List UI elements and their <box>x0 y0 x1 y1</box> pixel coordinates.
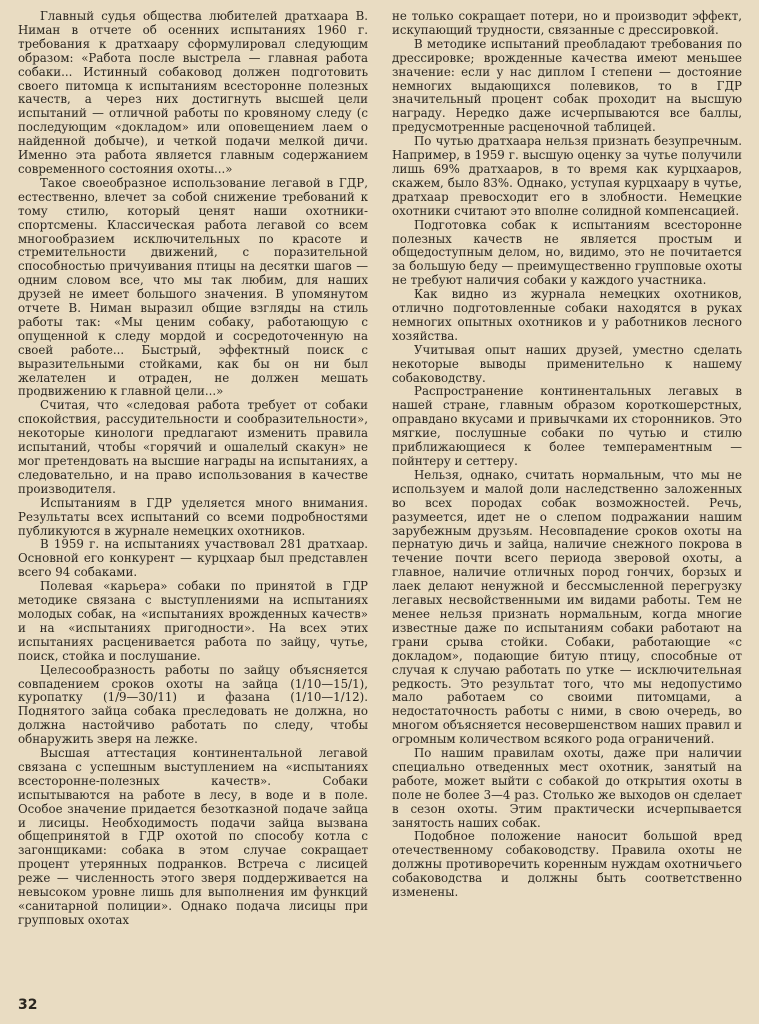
paragraph: Как видно из журнала немецких охотников, отлично подготовленные собаки находятся в руках немногих опытных охотников и у работников лесного хозяйства. <box>392 287 742 343</box>
paragraph: Считая, что «следовая работа требует от собаки спокойствия, рассудительности и сообразительности», некоторые кинологи предлагают изменить правила испытаний, чтобы «горячий и ошалелый скакун» не мог претендовать на высшие награды на испытаниях, а следовательно, и на право использования в качестве производителя. <box>18 398 368 496</box>
right-column <box>392 10 742 900</box>
paragraph: Подготовка собак к испытаниям всесторонне полезных качеств не является простым и общедоступным делом, но, видимо, это не почитается за большую беду — преимущественно групповые охоты не требуют наличия собаки у каждого участника. <box>392 217 742 288</box>
page-number: 32 <box>18 997 38 1013</box>
paragraph: Полевая «карьера» собаки по принятой в ГДР методике связана с выступлениями на испытаниях молодых собак, на «испытаниях врожденных качеств» и на «испытаниях пригодности». На всех этих испытаниях расценивается работа по зайцу, чутье, поиск, стойка и послушание. <box>18 579 368 663</box>
paragraph: Нельзя, однако, считать нормальным, что мы не используем и малой доли наследственно заложенных во всех породах собак возможностей. Речь, разумеется, идет не о слепом подражании нашим зарубежным друзьям. Несовпадение сроков охоты на пернатую дичь и зайца, наличие снежного покрова в течение почти всего периода зверовой охоты, а главное, наличие отличных пород гончих, борзых и лаек делают ненужной и бессмысленной перегрузку легавых несвойственными им видами работы. Тем не менее нельзя признать нормальным, когда многие известные даже по испытаниям собаки работают на грани срыва стойки. Собаки, работающие «с докладом», подающие битую птицу, способные от случая к случаю работать по утке — исключительная редкость. Это результат того, что мы недопустимо мало работаем со своими питомцами, а недостаточность работы с ними, в свою очередь, во многом объясняется несовершенством наших правил и огромным количеством всякого рода ограничений. <box>392 467 742 747</box>
paragraph-continued: не только сокращает потери, но и производит эффект, искупающий трудности, связанные с дрессировкой. <box>392 9 742 37</box>
paragraph: В 1959 г. на испытаниях участвовал 281 дратхаар. Основной его конкурент — курцхаар был представлен всего 94 собаками. <box>18 537 368 580</box>
paragraph: В методике испытаний преобладают требования по дрессировке; врожденные качества имеют меньшее значение: если у нас диплом I степени — достояние немногих выдающихся полевиков, то в ГДР значительный процент собак проходит на высшую награду. Нередко даже исчерпываются все баллы, предусмотренные расценочной таблицей. <box>392 36 742 135</box>
left-column <box>18 10 368 928</box>
paragraph: Целесообразность работы по зайцу объясняется совпадением сроков охоты на зайца (1/10—15/1), куропатку (1/9—30/11) и фазана (1/10—1/12). Поднятого зайца собака преследовать не должна, но должна настойчиво работать по следу, чтобы обнаружить зверя на лежке. <box>18 662 368 747</box>
paragraph: Распространение континентальных легавых в нашей стране, главным образом короткошерстных, оправдано вкусами и привычками их сторонников. Это мягкие, послушные собаки по чутью и стилю приближающиеся к более темпераментным — пойнтеру и сеттеру. <box>392 384 742 468</box>
paragraph: Высшая аттестация континентальной легавой связана с успешным выступлением на «испытаниях всесторонне-полезных качеств». Собаки испытываются на работе в лесу, в воде и в поле. Особое значение придается безотказной подаче зайца и лисицы. Необходимость подачи зайца вызвана общепринятой в ГДР охотой по способу котла с загонщиками: собака в этом случае сокращает процент утерянных подранков. Встреча с лисицей реже — численность этого зверя поддерживается на невысоком уровне лишь для выполнения им функций «санитарной полиции». Однако подача лисицы при групповых охотах <box>18 746 368 927</box>
paragraph: Испытаниям в ГДР уделяется много внимания. Результаты всех испытаний со всеми подробностями публикуются в журнале немецких охотников. <box>18 495 368 538</box>
paragraph: Учитывая опыт наших друзей, уместно сделать некоторые выводы применительно к нашему собаководству. <box>392 342 742 385</box>
paragraph: Такое своеобразное использование легавой в ГДР, естественно, влечет за собой снижение требований к тому стилю, который ценят наши охотники-спортсмены. Классическая работа легавой со всем многообразием исключительных по красоте и стремительности движений, с поразительной способностью причуивания птицы на десятки шагов — одним словом все, что мы так любим, для наших друзей не имеет большого значения. В упомянутом отчете В. Ниман выразил общие взгляды на стиль работы так: «Мы ценим собаку, работающую с опущенной к следу мордой и сосредоточенную на своей работе... Быстрый, эффектный поиск с выразительными стойками, как бы он ни был желателен и отраден, не должен мешать продвижению к главной цели...» <box>18 175 368 399</box>
paragraph: По чутью дратхаара нельзя признать безупречным. Например, в 1959 г. высшую оценку за чутье получили лишь 69% дратхааров, в то время как курцхааров, скажем, было 83%. Однако, уступая курцхаару в чутье, дратхаар превосходит его в злобности. Немецкие охотники считают это вполне солидной компенсацией. <box>392 134 742 218</box>
paragraph: Подобное положение наносит большой вред отечественному собаководству. Правила охоты не должны противоречить коренным нуждам охотничьего собаководства и должны быть соответственно изменены. <box>392 829 742 900</box>
paragraph: Главный судья общества любителей дратхаара В. Ниман в отчете об осенних испытаниях 1960 г. требования к дратхаару сформулировал следующим образом: «Работа после выстрела — главная работа собаки... Истинный собаковод должен подготовить своего питомца к испытаниям всесторонне полезных качеств, а через них достигнуть высшей цели испытаний — отличной работы по кровяному следу (с последующим «докладом» или оповещением лаем о найденной добыче), и четкой подачи мелкой дичи. Именно эта работа является главным содержанием современного состояния охоты...» <box>18 9 368 176</box>
paragraph: По нашим правилам охоты, даже при наличии специально отведенных мест охотник, занятый на работе, может выйти с собакой до открытия охоты в поле не более 3—4 раз. Столько же выходов он сделает в сезон охоты. Этим практически исчерпывается занятость наших собак. <box>392 746 742 830</box>
